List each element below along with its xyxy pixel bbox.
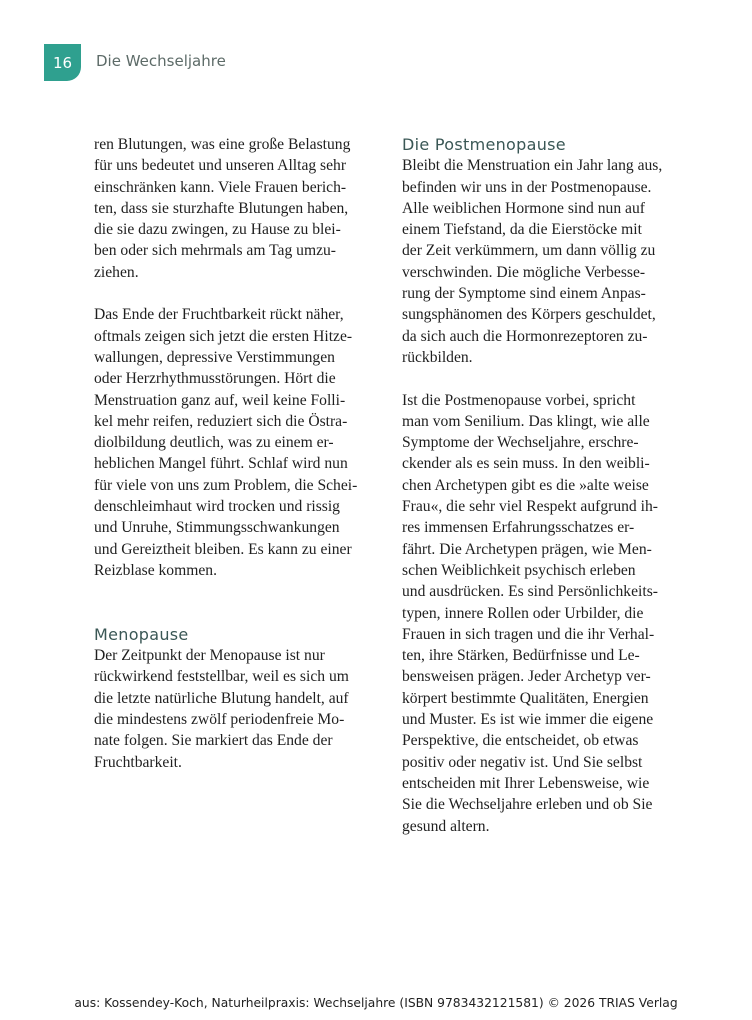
text-line: bensweisen prägen. Jeder Archetyp ver-	[402, 668, 651, 686]
text-line: Fruchtbarkeit.	[94, 753, 182, 771]
text-line: befinden wir uns in der Postmenopause.	[402, 178, 652, 196]
text-line: entscheiden mit Ihrer Lebensweise, wie	[402, 774, 650, 792]
text-line: Frauen in sich tragen und die ihr Verhal-	[402, 625, 655, 643]
text-line: für uns bedeutet und unseren Alltag sehr	[94, 157, 347, 175]
text-line: typen, innere Rollen oder Urbilder, die	[402, 604, 644, 622]
text-line: ren Blutungen, was eine große Belastung	[94, 136, 351, 153]
text-line: gesund altern.	[402, 817, 490, 835]
text-line: die mindestens zwölf periodenfreie Mo-	[94, 711, 345, 729]
text-line: Menstruation ganz auf, weil keine Folli-	[94, 391, 346, 409]
paragraph	[94, 134, 376, 283]
text-line: rückbilden.	[402, 348, 473, 366]
text-line: ten, dass sie sturzhafte Blutungen haben,	[94, 199, 349, 217]
text-line: Frau«, die sehr viel Respekt aufgrund ih-	[402, 498, 658, 516]
section-heading-postmenopause: Die Postmenopause	[402, 135, 566, 154]
text-line: Ist die Postmenopause vorbei, spricht	[402, 391, 636, 409]
right-column	[402, 134, 684, 837]
text-line: und Muster. Es ist wie immer die eigene	[402, 711, 654, 729]
text-line: res immensen Erfahrungsschatzes er-	[402, 519, 635, 537]
text-line: Perspektive, die entscheidet, ob etwas	[402, 732, 639, 750]
page-number-badge: 16	[44, 44, 81, 81]
section-heading-menopause: Menopause	[94, 624, 189, 644]
text-line: die sie dazu zwingen, zu Hause zu blei-	[94, 221, 341, 239]
running-title: Die Wechseljahre	[96, 52, 226, 70]
text-line: denschleimhaut wird trocken und rissig	[94, 498, 340, 516]
text-line: heblichen Mangel führt. Schlaf wird nun	[94, 455, 348, 473]
text-line: ben oder sich mehrmals am Tag umzu-	[94, 242, 336, 260]
text-line: man vom Senilium. Das klingt, wie alle	[402, 412, 650, 430]
text-line: sungsphänomen des Körpers geschuldet,	[402, 306, 656, 324]
text-line: ziehen.	[94, 263, 139, 281]
text-line: oder Herzrhythmusstörungen. Hört die	[94, 370, 336, 388]
text-line: verschwinden. Die mögliche Verbesse-	[402, 263, 646, 281]
text-line: Sie die Wechseljahre erleben und ob Sie	[402, 796, 653, 814]
text-line: Der Zeitpunkt der Menopause ist nur	[94, 647, 325, 665]
text-line: und ausdrücken. Es sind Persönlichkeits-	[402, 583, 658, 601]
text-line: fährt. Die Archetypen prägen, wie Men-	[402, 540, 652, 558]
text-line: und Unruhe, Stimmungsschwankungen	[94, 519, 340, 537]
paragraph	[402, 390, 684, 837]
paragraph	[94, 304, 376, 581]
text-line: Reizblase kommen.	[94, 561, 217, 579]
text-line: positiv oder negativ ist. Und Sie selbst	[402, 753, 643, 771]
text-line: Das Ende der Fruchtbarkeit rückt näher,	[94, 306, 344, 324]
text-line: einem Tiefstand, da die Eierstöcke mit	[402, 221, 642, 239]
text-line: kel mehr reifen, reduziert sich die Östra-	[94, 412, 348, 430]
text-line: schen Weiblichkeit psychisch erleben	[402, 561, 636, 579]
text-line: und Gereiztheit bleiben. Es kann zu einer	[94, 540, 352, 558]
text-line: nate folgen. Sie markiert das Ende der	[94, 732, 333, 750]
text-line: diolbildung deutlich, was zu einem er-	[94, 434, 334, 452]
footer-citation: aus: Kossendey-Koch, Naturheilpraxis: Wechseljahre (ISBN 9783432121581) © 2026 TRIAS Verlag	[74, 996, 678, 1010]
text-line: Symptome der Wechseljahre, erschre-	[402, 434, 639, 452]
left-column	[94, 134, 376, 773]
paragraph	[402, 155, 684, 368]
text-line: rung der Symptome sind einem Anpas-	[402, 285, 646, 303]
text-line: die letzte natürliche Blutung handelt, auf	[94, 689, 349, 707]
text-line: Alle weiblichen Hormone sind nun auf	[402, 199, 645, 217]
text-line: körpert bestimmte Qualitäten, Energien	[402, 689, 649, 707]
text-line: ckender als es sein muss. In den weibli-	[402, 455, 650, 473]
text-line: oftmals zeigen sich jetzt die ersten Hitze-	[94, 327, 353, 345]
paragraph	[94, 645, 376, 773]
text-line: Bleibt die Menstruation ein Jahr lang aus,	[402, 157, 663, 175]
text-line: einschränken kann. Viele Frauen berich-	[94, 178, 347, 196]
text-line: der Zeit verkümmern, um dann völlig zu	[402, 242, 656, 260]
text-line: für viele von uns zum Problem, die Schei-	[94, 476, 358, 494]
text-line: wallungen, depressive Verstimmungen	[94, 348, 335, 366]
text-line: da sich auch die Hormonrezeptoren zu-	[402, 327, 648, 345]
text-line: rückwirkend feststellbar, weil es sich um	[94, 668, 349, 686]
text-line: chen Archetypen gibt es die »alte weise	[402, 476, 649, 494]
text-line: ten, ihre Stärken, Bedürfnisse und Le-	[402, 647, 640, 665]
